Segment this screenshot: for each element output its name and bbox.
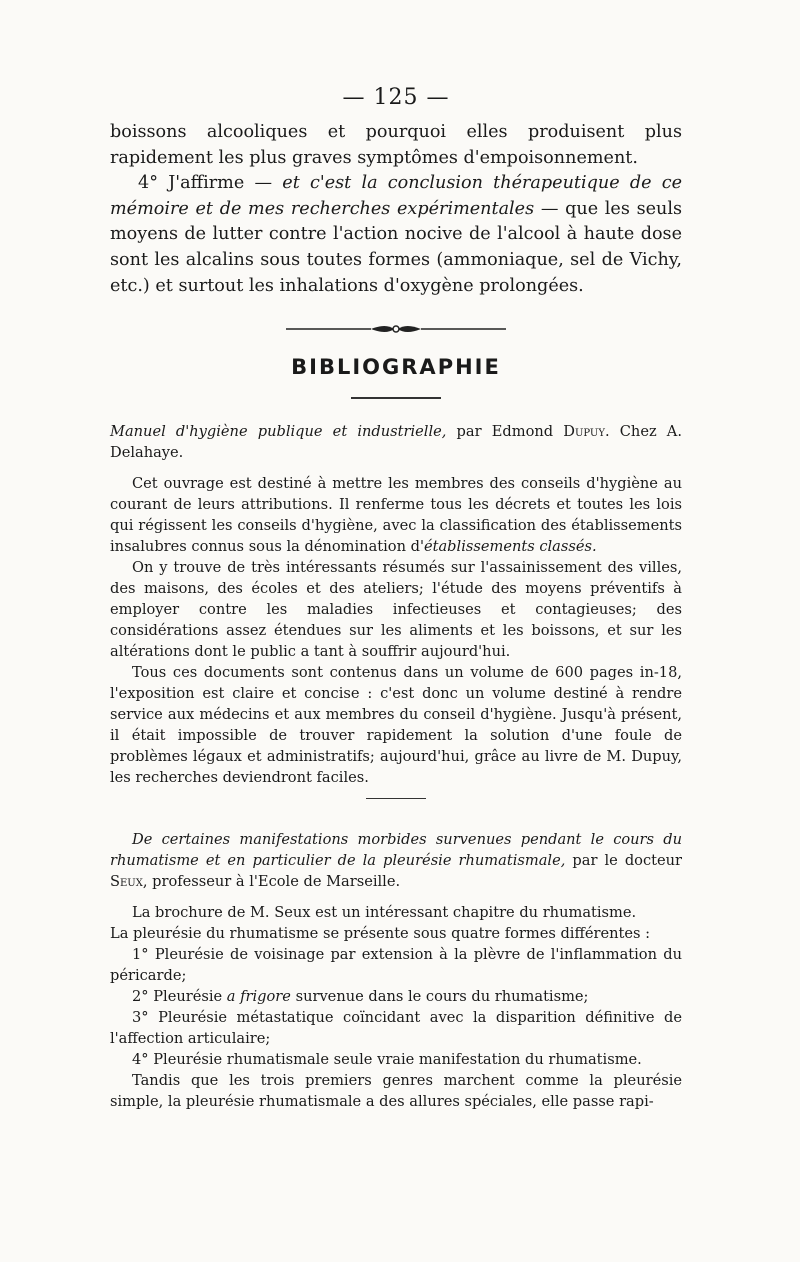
review-2-item-3: 3° Pleurésie métastatique coïncidant avec la disparition définitive de l'affection articulaire; <box>110 1009 682 1048</box>
review-2 <box>110 829 682 1112</box>
review-1 <box>110 421 682 788</box>
review-2-item-4: 4° Pleurésie rhumatismale seule vraie manifestation du rhumatisme. <box>132 1051 642 1069</box>
ornament-icon <box>286 323 506 335</box>
intro-point-4 <box>110 171 682 299</box>
review-1-heading <box>110 421 682 463</box>
review-1-p1-italic: établissements classés. <box>423 537 597 555</box>
review-1-author: Dupuy <box>563 422 605 440</box>
review-1-paragraph-3: Tous ces documents sont contenus dans un volume de 600 pages in-18, l'exposition est claire et concise : c'est donc un volume destiné à rendre service aux médecins et aux membres du conseil d'hygiène. Jusqu'à présent, il était impossible de trouver rapidement la solution d'une foule de problèmes légaux et administratifs; aujourd'hui, grâce au livre de M. Dupuy, les recherches deviendront faciles. <box>110 663 682 786</box>
review-1-by: par Edmond <box>446 422 564 440</box>
review-2-title: De certaines manifestations morbides survenues pendant le cours du rhumatisme et en particulier de la pleurésie rhumatismale, <box>110 831 682 870</box>
intro-continuation: boissons alcooliques et pourquoi elles produisent plus rapidement les plus graves symptômes d'empoisonnement. <box>110 122 682 168</box>
review-1-title: Manuel d'hygiène publique et industrielle, <box>110 422 447 440</box>
review-2-item-2-italic: a frigore <box>226 988 291 1006</box>
point4-lead: 4° J'affirme — <box>138 173 283 194</box>
review-2-by: par le docteur <box>565 852 682 870</box>
review-separator <box>366 798 426 800</box>
review-2-item-1: 1° Pleurésie de voisinage par extension à la plèvre de l'inflammation du péricarde; <box>110 946 682 985</box>
review-1-paragraph-1 <box>110 473 682 557</box>
review-2-item-2-b: survenue dans le cours du rhumatisme; <box>290 988 589 1006</box>
point4-rest: — que les seuls moyens de lutter contre l'action nocive de l'alcool à haute dose sont les alcalins sous toutes formes (ammoniaque, sel de Vichy, etc.) et surtout les inhalations d'oxygène prolongées. <box>110 198 682 296</box>
review-2-author: Seux <box>110 873 143 891</box>
review-2-affiliation: , professeur à l'Ecole de Marseille. <box>142 873 401 891</box>
review-2-heading <box>110 829 682 892</box>
page <box>110 85 682 1122</box>
review-1-p1-text: Cet ouvrage est destiné à mettre les membres des conseils d'hygiène au courant de leurs attributions. Il renferme tous les décrets et toutes les lois qui régissent les conseils d'hygiène, avec la classification des établissements insalubres connus sous la dénomination d' <box>110 474 682 555</box>
review-1-publisher: . Chez A. Delahaye. <box>110 422 682 461</box>
point4-italic: et c'est la conclusion thérapeutique de ce mémoire et de mes recherches expérimentales <box>110 173 683 219</box>
title-rule <box>351 397 441 399</box>
section-title: BIBLIOGRAPHIE <box>291 355 501 380</box>
ornament-divider <box>110 321 682 337</box>
review-2-paragraph-2: La pleurésie du rhumatisme se présente sous quatre formes différentes : <box>110 925 651 943</box>
review-2-item-2 <box>110 986 682 1007</box>
review-2-item-2-a: 2° Pleurésie <box>132 988 227 1006</box>
review-1-paragraph-2: On y trouve de très intéressants résumés sur l'assainissement des villes, des maisons, des écoles et des ateliers; l'étude des moyens préventifs à employer contre les maladies infectieuses et contagieuses; des considérations assez étendues sur les aliments et les boissons, et sur les altérations dont le public a tant à souffrir aujourd'hui. <box>110 558 682 660</box>
page-number: — 125 — <box>342 85 450 110</box>
review-2-paragraph-3: Tandis que les trois premiers genres marchent comme la pleurésie simple, la pleurésie rhumatismale a des allures spéciales, elle passe rapi- <box>110 1072 682 1111</box>
review-2-paragraph-1: La brochure de M. Seux est un intéressant chapitre du rhumatisme. <box>132 904 637 922</box>
